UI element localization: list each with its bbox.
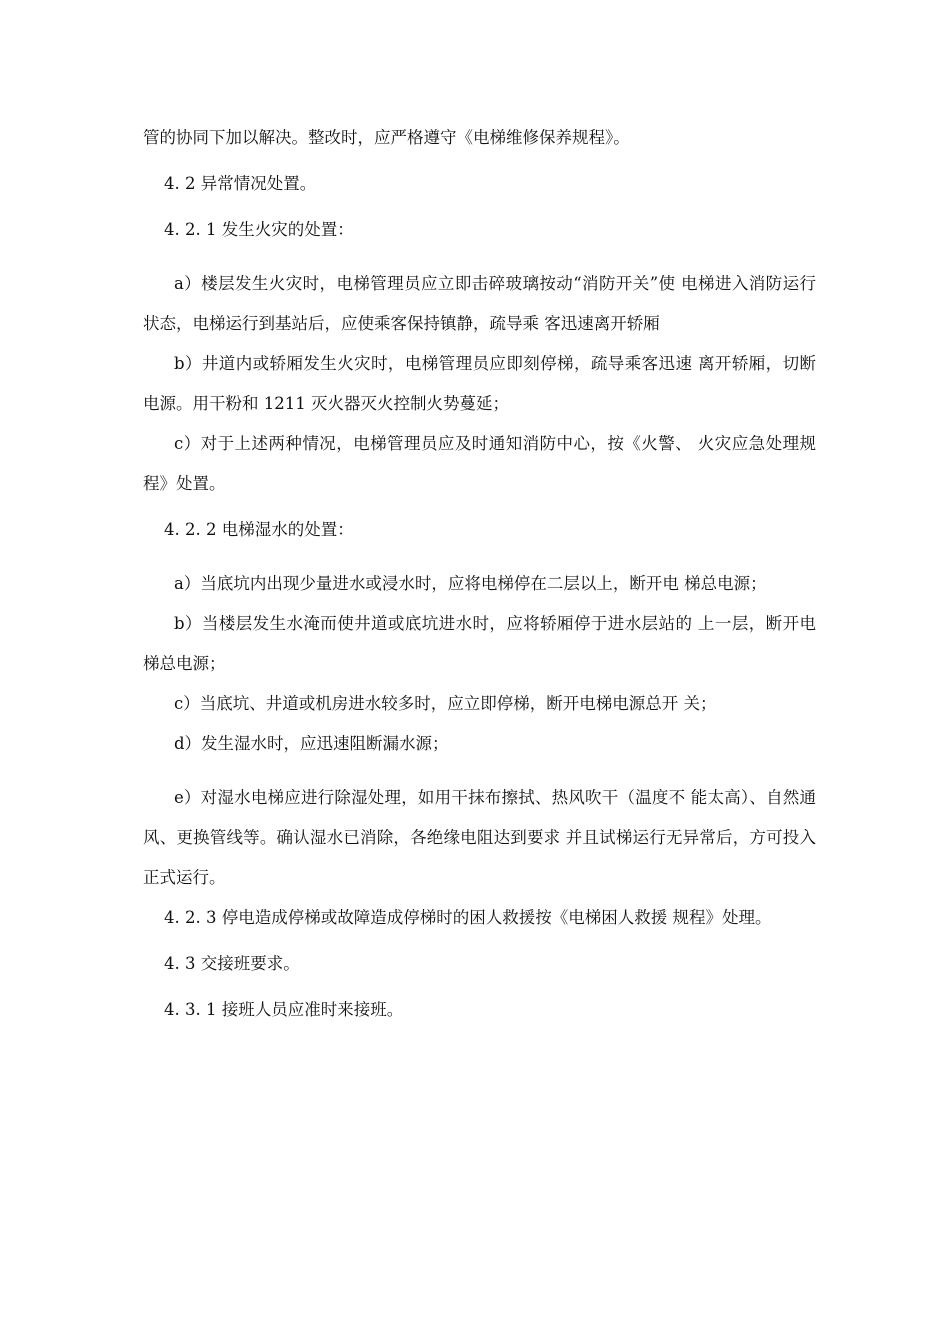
subsection-heading-4-2-3: 4. 2. 3 停电造成停梯或故障造成停梯时的困人救援按《电梯困人救援 规程》处理。: [164, 908, 772, 927]
fire-item-b: b）井道内或轿厢发生火灾时，电梯管理员应即刻停梯，疏导乘客迅速 离开轿厢，切断电源。用干粉和 1211 灭火器灭火控制火势蔓延；: [143, 354, 816, 413]
paragraph-continuation: 管的协同下加以解决。整改时，应严格遵守《电梯维修保养规程》。: [143, 128, 630, 147]
fire-item-c: c）对于上述两种情况，电梯管理员应及时通知消防中心，按《火警、 火灾应急处理规程》处置。: [143, 434, 816, 493]
document-body: [143, 118, 816, 1030]
water-item-a: a）当底坑内出现少量进水或浸水时，应将电梯停在二层以上，断开电 梯总电源；: [174, 574, 767, 593]
subsection-heading-4-2-2: 4. 2. 2 电梯湿水的处置：: [164, 520, 354, 539]
water-item-c: c）当底坑、井道或机房进水较多时，应立即停梯，断开电梯电源总开 关；: [174, 694, 717, 713]
water-item-e: e）对湿水电梯应进行除湿处理，如用干抹布擦拭、热风吹干（温度不 能太高）、自然通风、更换管线等。确认湿水已消除，各绝缘电阻达到要求 并且试梯运行无异常后，方可投入正式运行。: [143, 788, 816, 887]
section-heading-4-3: 4. 3 交接班要求。: [164, 954, 300, 973]
fire-item-a: a）楼层发生火灾时，电梯管理员应立即击碎玻璃按动“消防开关”使 电梯进入消防运行状态，电梯运行到基站后，应使乘客保持镇静，疏导乘 客迅速离开轿厢: [143, 274, 816, 333]
subsection-heading-4-2-1: 4. 2. 1 发生火灾的处置：: [164, 220, 354, 239]
water-item-d: d）发生湿水时，应迅速阻断漏水源；: [174, 734, 449, 753]
section-heading-4-2: 4. 2 异常情况处置。: [164, 174, 317, 193]
subsection-heading-4-3-1: 4. 3. 1 接班人员应准时来接班。: [164, 1000, 404, 1019]
water-item-b: b）当楼层发生水淹而使井道或底坑进水时，应将轿厢停于进水层站的 上一层，断开电梯总电源；: [143, 614, 816, 673]
